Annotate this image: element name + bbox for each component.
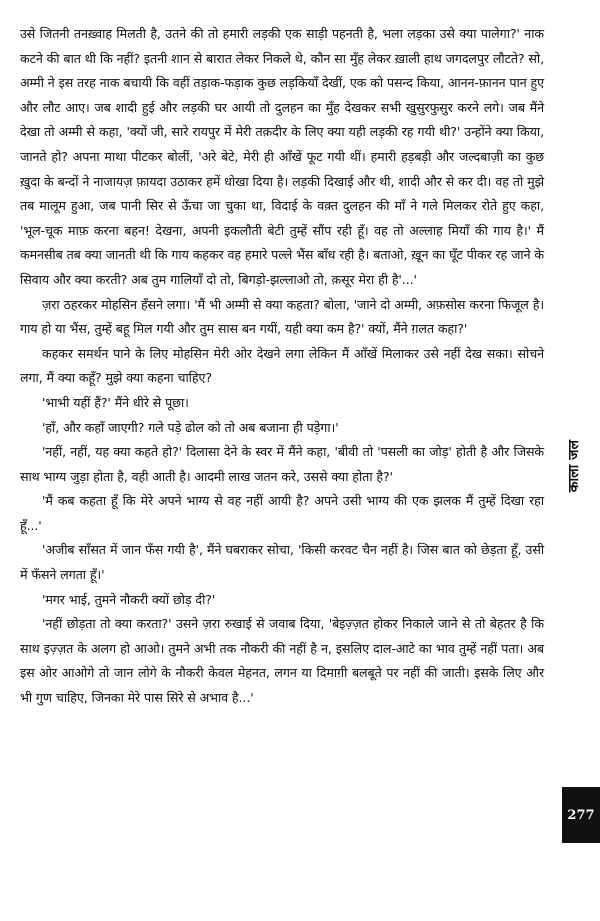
page-number: 277: [567, 807, 595, 823]
page-body: [20, 22, 544, 711]
paragraph-9: 'मगर भाई, तुमने नौकरी क्यों छोड़ दी?': [42, 591, 216, 607]
page-number-tab: [562, 787, 600, 843]
paragraph-8: 'अजीब साँसत में जान फँस गयी है', मैंने घबराकर सोचा, 'किसी करवट चैन नहीं है। जिस बात को छेड़ता हूँ, उसी में फँसने लगता हूँ।': [20, 542, 544, 583]
paragraph-7: 'मैं कब कहता हूँ कि मेरे अपने भाग्य से वह नहीं आयी है? अपने उसी भाग्य की एक झलक मैं तुम्हें दिखा रहा हूँ...': [20, 493, 544, 533]
paragraph-3: कहकर समर्थन पाने के लिए मोहसिन मेरी ओर देखने लगा लेकिन मैं आँखें मिलाकर उसे नहीं देख सका। सोचने लगा, मैं क्या कहूँ? मुझे क्या कहना चाहिए?: [20, 345, 544, 386]
paragraph-2: ज़रा ठहरकर मोहसिन हँसने लगा। 'मैं भी अम्मी से क्या कहता? बोला, 'जाने दो अम्मी, अफ़सोस करना फिजूल है। गाय हो या भैंस, तुम्हें बहू मिल गयी और तुम सास बन गयीं, यही क्या कम है?' क्यों, मैंने ग़लत कहा?': [20, 296, 544, 337]
running-book-title: काला जल: [566, 440, 582, 493]
paragraph-4: 'भाभी यहीं हैं?' मैंने धीरे से पूछा।: [42, 394, 189, 410]
paragraph-10: 'नहीं छोड़ता तो क्या करता?' उसने ज़रा रुखाई से जवाब दिया, 'बेइज़्ज़त होकर निकाले जाने से तो बेहतर है कि साथ इज़्ज़त के अलग हो आओ। तुमने अभी तक नौकरी की नहीं है न, इसलिए दाल-आटे का भाव तुम्हें नहीं पता। अब इस ओर आओगे तो जान लोगे के नौकरी केवल मेहनत, लगन या दिमाग़ी बलबूते पर नहीं की जाती। इसके लिए और भी गुण चाहिए, जिनका मेरे पास सिरे से अभाव है...': [20, 616, 544, 706]
paragraph-1: उसे जितनी तनख़्वाह मिलती है, उतने की तो हमारी लड़की एक साड़ी पहनती है, भला लड़का उसे क्या पालेगा?' नाक कटने की बात थी कि नहीं? इतनी शान से बारात लेकर निकले थे, कौन सा मुँह लेकर ख़ाली हाथ जगदलपुर लौटते? सो, अम्मी ने इस तरह नाक बचायी कि वहीं तड़ाक-फड़ाक कुछ लड़कियाँ देखीं, एक को पसन्द किया, आनन-फ़ानन पान हुए और लौट आए। जब शादी हुई और लड़की घर आयी तो दुलहन का मुँह देखकर सभी खुसुरफुसुर करने लगे। जब मैंने देखा तो अम्मी से कहा, 'क्यों जी, सारे रायपुर में मेरी तक़दीर के लिए क्या यही लड़की रह गयी थी?' उन्होंने क्या किया, जानते हो? अपना माथा पीटकर बोलीं, 'अरे बेटे, मेरी ही आँखें फूट गयी थीं। हमारी हड़बड़ी और जल्दबाज़ी का कुछ ख़ुदा के बन्दों ने नाजायज़ फ़ायदा उठाकर हमें धोखा दिया है। लड़की दिखाई और थी, शादी और से कर दी। वह तो मुझे तब मालूम हुआ, जब पानी सिर से ऊँचा जा चुका था, विदाई के वक़्त दुलहन की माँ ने गले मिलकर रोते हुए कहा, 'भूल-चूक माफ़ करना बहन! देखना, अपनी इकलौती बेटी तुम्हें सौंप रही हूँ। वह तो अल्लाह मियाँ की गाय है।' मैं कमनसीब तब क्या जानती थी कि गाय कहकर वह हमारे पल्ले भैंस बाँध रही है। बताओ, ख़ून का घूँट पीकर रह जाने के सिवाय और क्या करती? अब तुम गालियाँ दो तो, बिगड़ो-झल्लाओ तो, क़सूर मेरा ही है'...': [20, 26, 544, 287]
paragraph-5: 'हाँ, और कहाँ जाएगी? गले पड़े ढोल को तो अब बजाना ही पड़ेगा।': [42, 419, 339, 435]
paragraph-6: 'नहीं, नहीं, यह क्या कहते हो?' दिलासा देने के स्वर में मैंने कहा, 'बीवी तो 'पसली का जोड़' होती है और जिसके साथ भाग्य जुड़ा होता है, वही आती है। आदमी लाख जतन करे, उससे क्या होता है?': [20, 444, 544, 484]
